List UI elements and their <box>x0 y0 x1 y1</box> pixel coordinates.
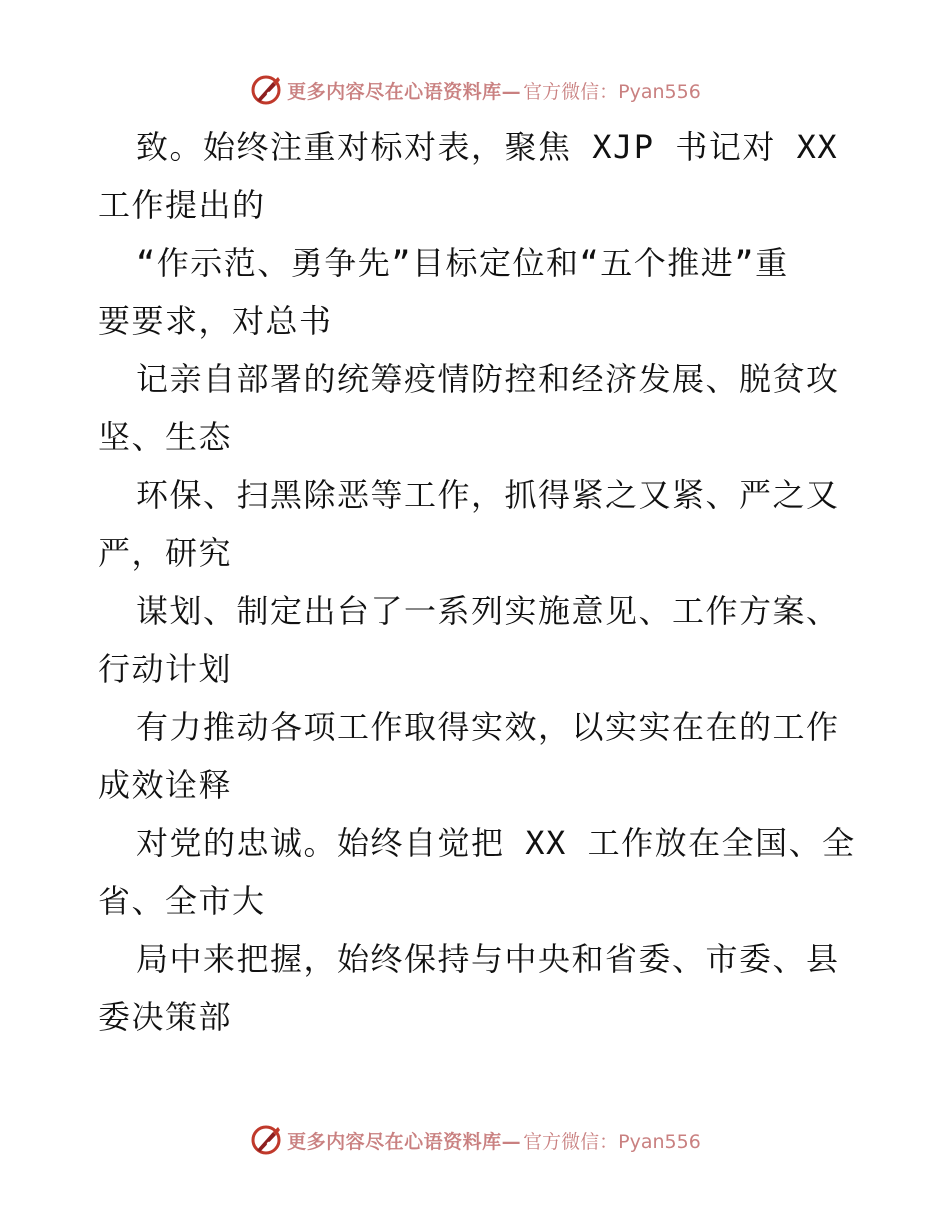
text-line: 委决策部 <box>98 998 233 1036</box>
text-line: 记亲自部署的统筹疫情防控和经济发展、脱贫攻 <box>136 360 840 398</box>
text-line: 有力推动各项工作取得实效，以实实在在的工作 <box>136 708 840 746</box>
quill-pen-logo-icon <box>249 1123 283 1157</box>
text-line: 行动计划 <box>98 650 233 688</box>
text-line: 工作提出的 <box>98 186 266 224</box>
footer-banner <box>0 1120 950 1160</box>
body-paragraph <box>98 118 858 1046</box>
text-line: 对党的忠诚。始终自觉把 XX 工作放在全国、全 <box>136 824 856 862</box>
text-line: 环保、扫黑除恶等工作，抓得紧之又紧、严之又 <box>136 476 840 514</box>
header-banner-content <box>249 73 701 107</box>
text-line: 谋划、制定出台了一系列实施意见、工作方案、 <box>136 592 840 630</box>
quill-pen-logo-icon <box>249 73 283 107</box>
text-line: 坚、生态 <box>98 418 233 456</box>
footer-banner-text: 更多内容尽在心语资料库— <box>287 1130 522 1153</box>
text-line: 致。始终注重对标对表，聚焦 XJP 书记对 XX <box>136 128 839 166</box>
text-line: 要要求，对总书 <box>98 302 333 340</box>
text-line: 严，研究 <box>98 534 233 572</box>
footer-banner-wechat: 官方微信：Pyan556 <box>523 1130 701 1153</box>
text-line: “作示范、勇争先”目标定位和“五个推进”重 <box>136 244 789 282</box>
footer-banner-content <box>249 1123 701 1157</box>
text-line: 局中来把握，始终保持与中央和省委、市委、县 <box>136 940 840 978</box>
header-banner-wechat: 官方微信：Pyan556 <box>523 80 701 103</box>
text-line: 成效诠释 <box>98 766 233 804</box>
text-line: 省、全市大 <box>98 882 266 920</box>
header-banner <box>0 70 950 110</box>
header-banner-text: 更多内容尽在心语资料库— <box>287 80 522 103</box>
